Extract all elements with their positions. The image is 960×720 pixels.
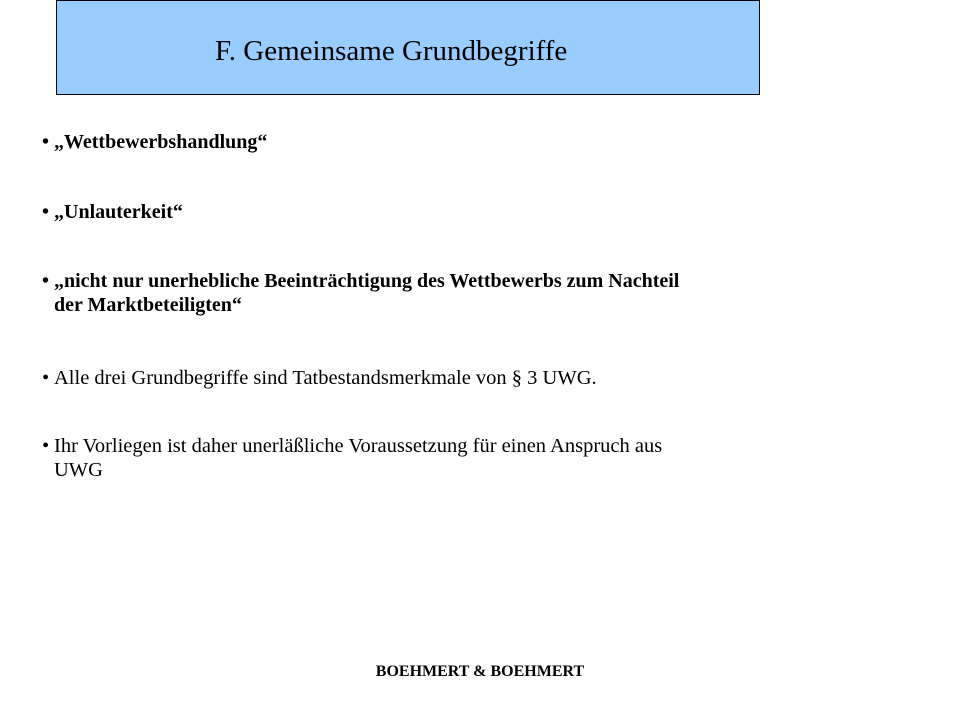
bullet-text: Ihr Vorliegen ist daher unerläßliche Voraussetzung für einen Anspruch aus [54, 435, 663, 457]
bullet-item-voraussetzung [42, 434, 842, 482]
bullet-text: Alle drei Grundbegriffe sind Tatbestandsmerkmale von § 3 UWG. [54, 367, 597, 389]
bullet-text-continuation: der Marktbeteiligten“ [54, 294, 242, 316]
bullet-item-beeintraechtigung [42, 269, 842, 317]
bullet-icon: • [42, 131, 50, 153]
bullet-icon: • [42, 367, 50, 389]
bullet-text: „Wettbewerbshandlung“ [54, 131, 268, 153]
bullet-text: „nicht nur unerhebliche Beeinträchtigung des Wettbewerbs zum Nachteil [54, 270, 680, 292]
bullet-text: „Unlauterkeit“ [54, 201, 183, 223]
slide-title: F. Gemeinsame Grundbegriffe [215, 35, 568, 67]
bullet-item-tatbestandsmerkmale [42, 366, 842, 390]
footer-company-name: BOEHMERT & BOEHMERT [375, 663, 585, 680]
bullet-icon: • [42, 201, 50, 223]
title-box [56, 0, 760, 95]
bullet-icon: • [42, 270, 50, 292]
bullet-item-wettbewerbshandlung [42, 130, 842, 154]
bullet-text-continuation: UWG [54, 459, 103, 481]
bullet-item-unlauterkeit [42, 200, 842, 224]
bullet-icon: • [42, 435, 50, 457]
